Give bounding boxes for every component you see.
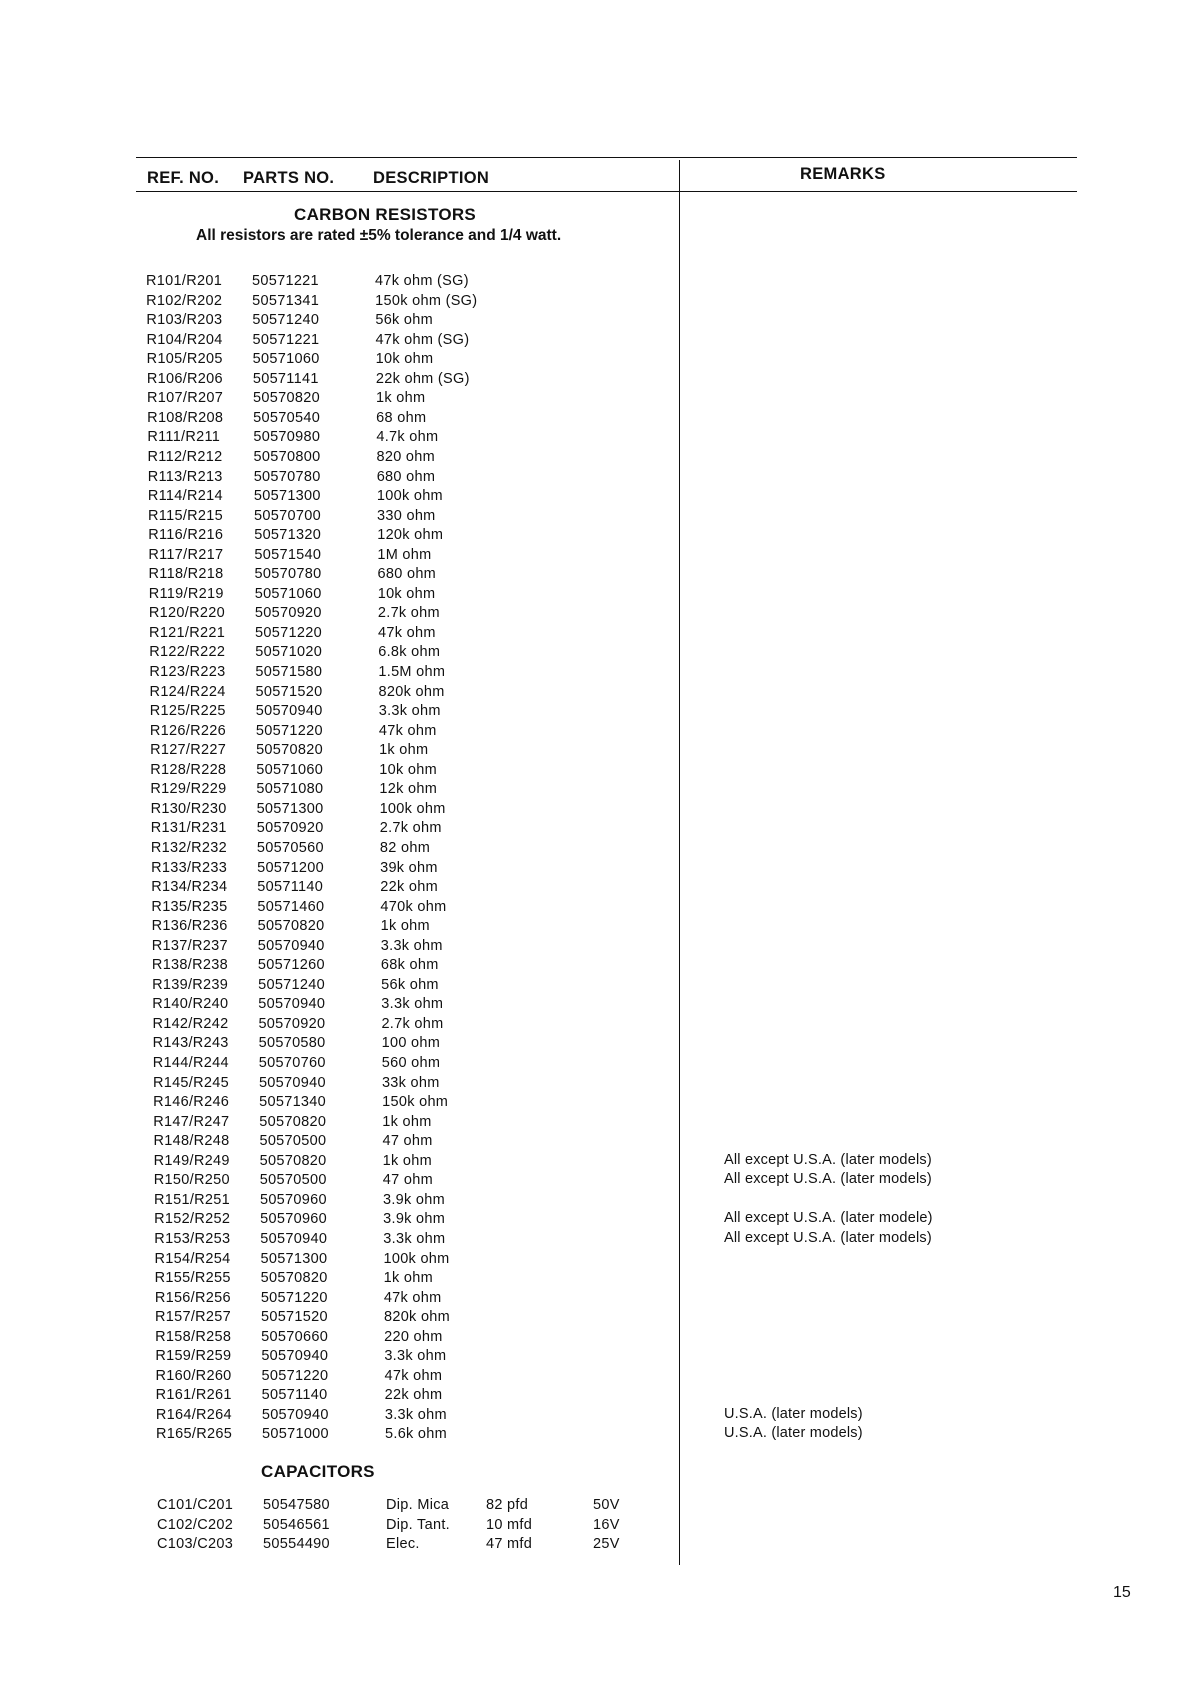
remark-cell: All except U.S.A. (later models) (724, 1171, 932, 1188)
parts-no-cell: 50571141 (252, 370, 319, 387)
parts-no-cell: 50570940 (261, 1348, 329, 1365)
description-cell: 47k ohm (SG) (375, 331, 470, 348)
ref-no-cell: R120/R220 (148, 605, 225, 622)
ref-no-cell: R164/R264 (155, 1406, 232, 1423)
ref-no-cell: R143/R243 (152, 1035, 229, 1052)
description-cell: 150k ohm (382, 1094, 449, 1111)
description-cell: 150k ohm (SG) (375, 292, 478, 309)
header-ref-no: REF. NO. (147, 169, 220, 187)
description-cell: 680 ohm (376, 468, 436, 485)
parts-no-cell: 50570820 (256, 742, 323, 759)
parts-no-cell: 50570820 (253, 390, 320, 407)
parts-no-cell: 50571060 (256, 761, 324, 778)
description-cell: 68 ohm (376, 409, 427, 426)
remark-cell: U.S.A. (later models) (724, 1405, 863, 1422)
ref-no-cell: R158/R258 (155, 1328, 232, 1345)
description-cell: 100k ohm (376, 488, 443, 505)
parts-no-cell: 50571300 (253, 488, 321, 505)
description-cell: 2.7k ohm (377, 605, 440, 622)
capacitors-title: CAPACITORS (261, 1462, 375, 1481)
parts-no-cell: 50570820 (260, 1270, 328, 1287)
ref-no-cell: R124/R224 (149, 683, 226, 700)
description-cell: 3.3k ohm (384, 1406, 447, 1423)
parts-no-cell: 50571221 (252, 331, 320, 348)
ref-no-cell: R161/R261 (155, 1387, 232, 1404)
parts-no-cell: 50570500 (259, 1133, 327, 1150)
ref-no-cell: R146/R246 (153, 1094, 230, 1111)
description-cell: 22k ohm (380, 879, 438, 896)
parts-no-cell: 50570920 (254, 605, 322, 622)
ref-no-cell: R148/R248 (153, 1133, 230, 1150)
header-parts-no: PARTS NO. (243, 169, 335, 187)
description-cell: 1k ohm (379, 742, 429, 759)
description-cell: Dip. Tant. (386, 1516, 450, 1533)
voltage-cell: 50V (593, 1497, 620, 1513)
ref-no-cell: R128/R228 (150, 761, 227, 778)
description-cell: 3.3k ohm (380, 937, 443, 954)
description-cell: 680 ohm (377, 566, 437, 583)
ref-no-cell: R138/R238 (151, 957, 228, 974)
description-cell: 47 ohm (382, 1172, 433, 1189)
parts-no-cell: 50570500 (259, 1172, 327, 1189)
ref-no-cell: R155/R255 (154, 1270, 231, 1287)
description-cell: 47k ohm (384, 1367, 443, 1384)
ref-no-cell: R142/R242 (152, 1015, 229, 1032)
parts-no-cell: 50570920 (258, 1015, 326, 1032)
parts-no-cell: 50571220 (260, 1289, 328, 1306)
ref-no-cell: R130/R230 (150, 800, 227, 817)
description-cell: 560 ohm (381, 1055, 441, 1071)
carbon-resistors-title: CARBON RESISTORS (294, 205, 477, 224)
ref-no-cell: R106/R206 (146, 370, 223, 387)
parts-no-cell: 50570820 (257, 918, 325, 935)
value-cell: 82 pfd (486, 1497, 529, 1513)
description-cell: 56k ohm (375, 312, 434, 329)
description-cell: 22k ohm (384, 1387, 443, 1404)
ref-no-cell: R149/R249 (153, 1152, 230, 1169)
parts-no-cell: 50571060 (254, 585, 322, 602)
ref-no-cell: R135/R235 (151, 898, 228, 915)
ref-no-cell: C101/C201 (157, 1497, 234, 1513)
description-cell: 120k ohm (377, 527, 444, 544)
remark-cell: All except U.S.A. (later modele) (724, 1210, 933, 1227)
parts-no-cell: 50570960 (259, 1191, 327, 1208)
ref-no-cell: R122/R222 (149, 644, 226, 661)
value-cell: 10 mfd (486, 1516, 533, 1533)
ref-no-cell: R132/R232 (150, 839, 227, 856)
ref-no-cell: R152/R252 (154, 1211, 231, 1228)
parts-no-cell: 50570940 (261, 1406, 329, 1423)
ref-no-cell: R165/R265 (156, 1426, 233, 1443)
description-cell: 820k ohm (383, 1309, 451, 1326)
parts-no-cell: 50570940 (255, 703, 323, 720)
description-cell: 47k ohm (383, 1289, 442, 1306)
description-cell: 6.8k ohm (378, 644, 441, 661)
description-cell: 100k ohm (379, 800, 446, 817)
description-cell: 5.6k ohm (385, 1426, 448, 1443)
parts-no-cell: 50571080 (256, 781, 324, 798)
description-cell: 100 ohm (381, 1035, 441, 1052)
parts-no-cell: 50571200 (257, 859, 324, 876)
description-cell: 56k ohm (381, 976, 439, 993)
parts-no-cell: 50570820 (259, 1113, 327, 1130)
ref-no-cell: R125/R225 (149, 703, 226, 720)
page-number: 15 (1113, 1584, 1131, 1601)
voltage-cell: 16V (593, 1516, 620, 1533)
description-cell: 1k ohm (380, 918, 430, 935)
description-cell: 2.7k ohm (381, 1015, 444, 1032)
parts-no-cell: 50570940 (258, 996, 326, 1013)
description-cell: 820k ohm (378, 683, 445, 700)
description-cell: 10k ohm (377, 585, 436, 602)
parts-no-cell: 50570940 (260, 1230, 328, 1247)
parts-no-cell: 50570760 (258, 1055, 326, 1071)
ref-no-cell: R107/R207 (147, 390, 224, 407)
ref-no-cell: R113/R213 (147, 468, 223, 485)
parts-no-cell: 50571520 (260, 1309, 328, 1326)
description-cell: 1k ohm (376, 390, 426, 407)
ref-no-cell: C102/C202 (157, 1516, 234, 1533)
parts-no-cell: 50571140 (261, 1387, 328, 1404)
ref-no-cell: R140/R240 (152, 996, 229, 1013)
table-header-rule (136, 191, 1077, 192)
ref-no-cell: R151/R251 (153, 1191, 231, 1208)
description-cell: 1k ohm (382, 1152, 432, 1169)
description-cell: Dip. Mica (386, 1497, 450, 1513)
ref-no-cell: R159/R259 (155, 1348, 232, 1365)
description-cell: 22k ohm (SG) (375, 370, 470, 387)
table-top-rule (136, 157, 1077, 158)
ref-no-cell: R114/R214 (147, 488, 223, 505)
ref-no-cell: R156/R256 (154, 1289, 231, 1306)
description-cell: 1M ohm (377, 546, 432, 563)
description-cell: 47k ohm (378, 624, 436, 641)
ref-no-cell: R133/R233 (151, 859, 228, 876)
description-cell: 3.3k ohm (384, 1348, 447, 1365)
ref-no-cell: R102/R202 (146, 292, 223, 309)
description-cell: 47k ohm (378, 722, 437, 739)
description-cell: 2.7k ohm (379, 820, 442, 837)
ref-no-cell: R118/R218 (148, 566, 224, 583)
ref-no-cell: R116/R216 (148, 527, 224, 544)
ref-no-cell: R127/R227 (150, 742, 227, 759)
parts-no-cell: 50570560 (256, 839, 324, 856)
description-cell: 1.5M ohm (378, 664, 446, 680)
description-cell: 1k ohm (383, 1270, 433, 1287)
description-cell: 47k ohm (SG) (375, 273, 469, 289)
parts-no-cell: 50571220 (261, 1367, 329, 1384)
parts-no-cell: 50570580 (258, 1035, 326, 1052)
ref-no-cell: R136/R236 (151, 918, 228, 935)
ref-no-cell: R131/R231 (150, 820, 227, 837)
ref-no-cell: R139/R239 (152, 976, 229, 993)
ref-no-cell: R160/R260 (155, 1367, 232, 1384)
parts-no-cell: 50571320 (254, 527, 322, 544)
ref-no-cell: R137/R237 (151, 937, 228, 954)
ref-no-cell: R105/R205 (146, 351, 223, 368)
parts-no-cell: 50571000 (262, 1426, 329, 1443)
description-cell: 39k ohm (380, 859, 438, 876)
header-remarks: REMARKS (800, 165, 886, 183)
description-cell: 12k ohm (379, 781, 438, 798)
ref-no-cell: R115/R215 (148, 507, 224, 524)
parts-no-cell: 50570980 (253, 429, 321, 446)
parts-no-cell: 50571580 (255, 664, 323, 680)
parts-no-cell: 50554490 (263, 1536, 330, 1552)
parts-no-cell: 50571341 (252, 292, 320, 309)
ref-no-cell: C103/C203 (157, 1536, 234, 1552)
value-cell: 47 mfd (486, 1536, 533, 1552)
remark-cell: U.S.A. (later models) (724, 1425, 863, 1442)
ref-no-cell: R134/R234 (151, 879, 228, 896)
description-cell: 68k ohm (380, 957, 439, 974)
parts-no-cell: 50570700 (254, 507, 321, 524)
ref-no-cell: R119/R219 (148, 585, 224, 602)
parts-no-cell: 50570960 (260, 1211, 328, 1228)
parts-no-cell: 50571020 (255, 644, 323, 661)
parts-no-cell: 50570940 (258, 1074, 326, 1091)
parts-no-cell: 50570780 (254, 566, 322, 583)
parts-no-cell: 50571240 (258, 976, 326, 993)
description-cell: 820 ohm (376, 448, 436, 465)
parts-no-cell: 50571220 (255, 624, 322, 641)
ref-no-cell: R126/R226 (149, 722, 226, 739)
ref-no-cell: R108/R208 (147, 409, 224, 426)
description-cell: 3.3k ohm (378, 703, 441, 720)
ref-no-cell: R112/R212 (147, 448, 223, 465)
description-cell: 3.3k ohm (381, 996, 444, 1013)
parts-no-cell: 50546561 (263, 1516, 330, 1533)
voltage-cell: 25V (593, 1536, 620, 1552)
parts-no-cell: 50571460 (257, 898, 325, 915)
description-cell: 3.9k ohm (382, 1191, 445, 1208)
ref-no-cell: R144/R244 (152, 1055, 229, 1071)
remark-cell: All except U.S.A. (later models) (724, 1229, 932, 1246)
description-cell: 82 ohm (379, 839, 431, 856)
parts-no-cell: 50570780 (253, 468, 321, 485)
ref-no-cell: R154/R254 (154, 1250, 231, 1267)
ref-no-cell: R147/R247 (153, 1113, 230, 1130)
parts-no-cell: 50571220 (255, 722, 323, 739)
ref-no-cell: R103/R203 (146, 312, 223, 329)
description-cell: 4.7k ohm (376, 429, 439, 446)
ref-no-cell: R150/R250 (153, 1172, 230, 1189)
parts-no-cell: 50570660 (261, 1328, 329, 1345)
parts-no-cell: 50570940 (257, 937, 325, 954)
parts-no-cell: 50571520 (255, 683, 323, 700)
description-cell: 10k ohm (375, 351, 434, 368)
ref-no-cell: R101/R201 (146, 273, 223, 289)
parts-no-cell: 50571300 (256, 800, 324, 817)
parts-no-cell: 50571260 (257, 957, 325, 974)
description-cell: 47 ohm (382, 1133, 433, 1150)
header-description: DESCRIPTION (373, 169, 490, 187)
parts-no-cell: 50571221 (252, 273, 319, 289)
ref-no-cell: R111/R211 (147, 429, 221, 446)
parts-no-cell: 50571240 (252, 312, 320, 329)
parts-no-cell: 50571300 (260, 1250, 328, 1267)
description-cell: 330 ohm (377, 507, 436, 524)
parts-no-cell: 50570540 (253, 409, 321, 426)
parts-no-cell: 50571540 (254, 546, 322, 563)
description-cell: 220 ohm (384, 1328, 443, 1345)
description-cell: 3.9k ohm (383, 1211, 446, 1228)
description-cell: 100k ohm (383, 1250, 450, 1267)
ref-no-cell: R117/R217 (148, 546, 224, 563)
description-cell: 3.3k ohm (383, 1230, 446, 1247)
description-cell: 1k ohm (382, 1113, 432, 1130)
ref-no-cell: R123/R223 (149, 664, 226, 680)
description-cell: 10k ohm (379, 761, 437, 778)
remarks-column-divider (679, 160, 680, 1565)
parts-no-cell: 50547580 (263, 1497, 330, 1513)
parts-no-cell: 50570820 (259, 1152, 327, 1169)
description-cell: 470k ohm (380, 898, 447, 915)
description-cell: 33k ohm (381, 1074, 440, 1091)
parts-no-cell: 50570920 (256, 820, 324, 837)
remark-cell: All except U.S.A. (later models) (724, 1151, 932, 1168)
carbon-resistors-note: All resistors are rated ±5% tolerance and 1/4 watt. (196, 227, 562, 244)
ref-no-cell: R121/R221 (149, 624, 226, 641)
description-cell: Elec. (386, 1536, 420, 1552)
ref-no-cell: R157/R257 (154, 1309, 232, 1326)
parts-no-cell: 50571060 (252, 351, 320, 368)
ref-no-cell: R104/R204 (146, 331, 223, 348)
ref-no-cell: R153/R253 (154, 1230, 231, 1247)
parts-no-cell: 50571140 (257, 879, 324, 896)
ref-no-cell: R129/R229 (150, 781, 227, 798)
ref-no-cell: R145/R245 (152, 1074, 229, 1091)
parts-no-cell: 50571340 (259, 1094, 327, 1111)
parts-no-cell: 50570800 (253, 448, 321, 465)
